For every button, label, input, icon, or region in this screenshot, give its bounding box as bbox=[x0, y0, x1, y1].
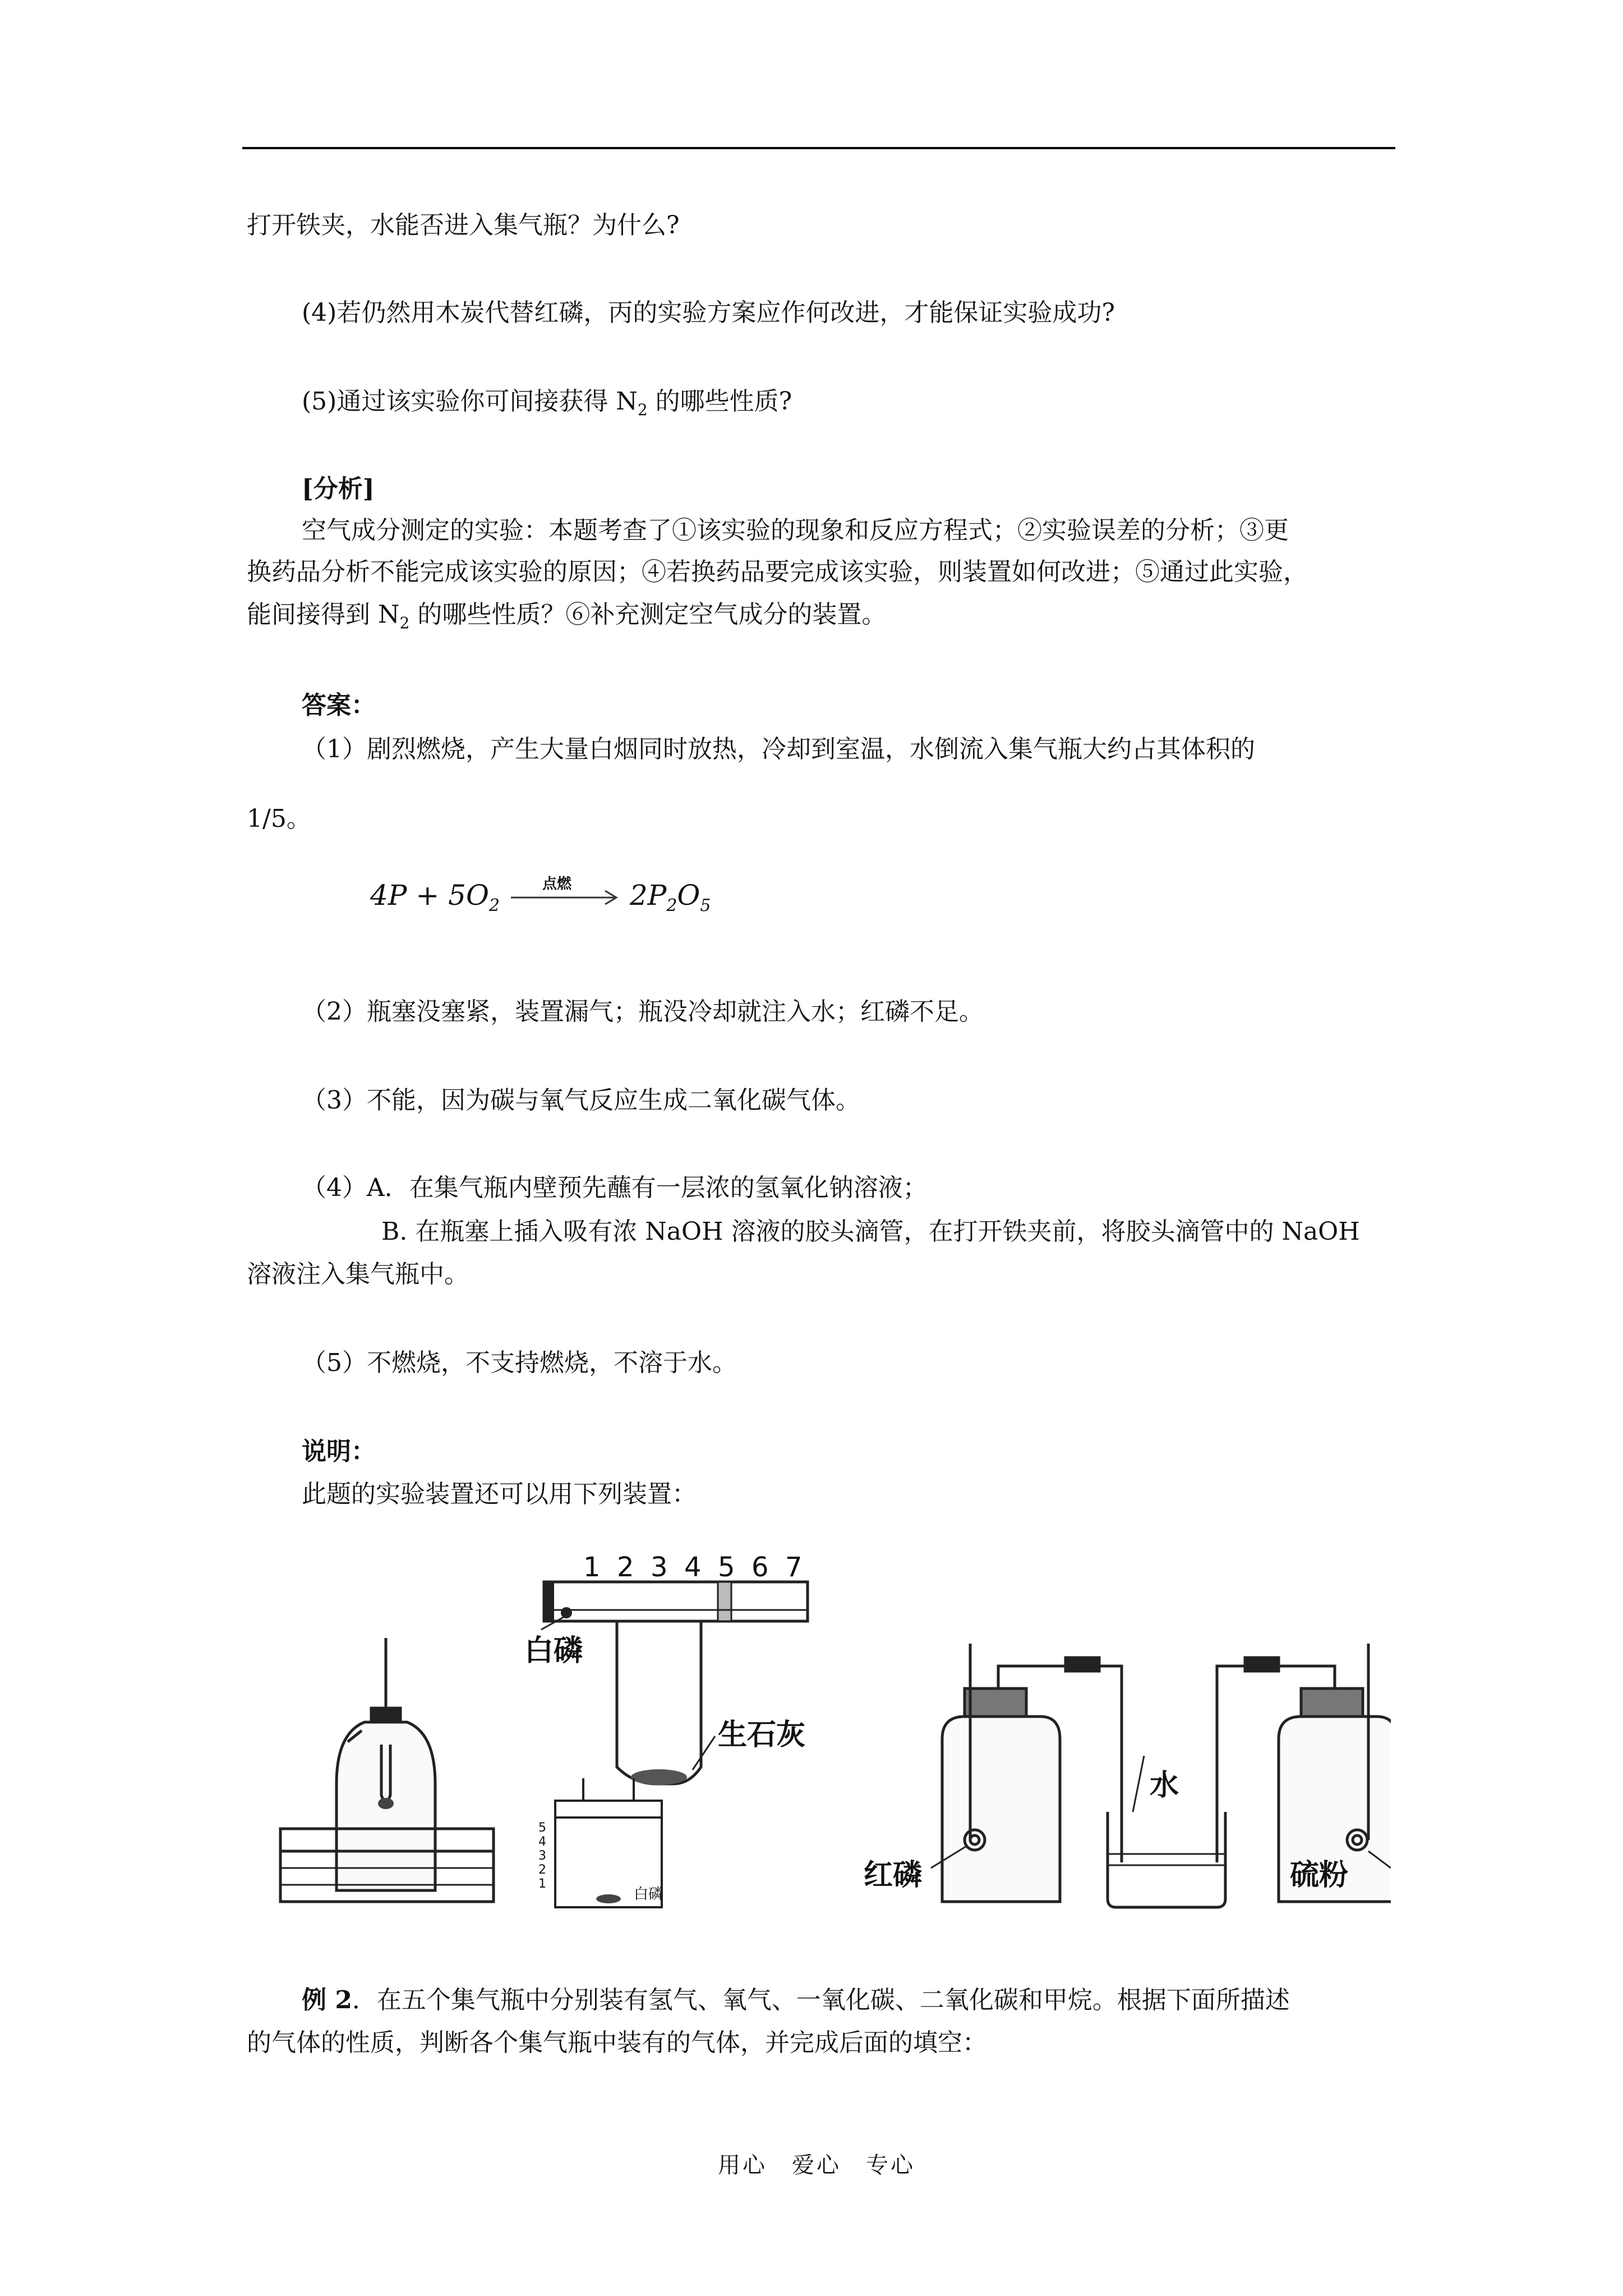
label-sulfur: 硫粉 bbox=[1290, 1858, 1349, 1892]
header-rule bbox=[242, 147, 1395, 149]
answer-heading: 答案： bbox=[302, 691, 376, 720]
answer-5: （5）不燃烧，不支持燃烧，不溶于水。 bbox=[302, 1349, 737, 1377]
apparatus-figure bbox=[269, 1548, 1391, 1918]
scale-mark: 5 bbox=[538, 1821, 546, 1835]
equation-condition: 点燃 bbox=[542, 876, 571, 892]
ruler-number: 7 bbox=[785, 1552, 803, 1583]
answer-1-line-1: （1）剧烈燃烧，产生大量白烟同时放热，冷却到室温，水倒流入集气瓶大约占其体积的 bbox=[302, 735, 1255, 763]
answer-4-line-3: 溶液注入集气瓶中。 bbox=[247, 1260, 469, 1289]
question-4: (4)若仍然用木炭代替红磷，丙的实验方案应作何改进，才能保证实验成功? bbox=[302, 298, 1115, 327]
ruler-number: 2 bbox=[617, 1552, 634, 1583]
answer-1-line-2: 1/5。 bbox=[247, 804, 311, 833]
scale-mark: 2 bbox=[538, 1863, 546, 1877]
example-2-line-1: 例 2．在五个集气瓶中分别装有氢气、氧气、一氧化碳、二氧化碳和甲烷。根据下面所描述 bbox=[302, 1986, 1290, 2014]
label-red-phosphorus: 红磷 bbox=[864, 1858, 923, 1892]
note-heading: 说明： bbox=[302, 1437, 376, 1466]
question-3-tail: 打开铁夹，水能否进入集气瓶？为什么? bbox=[247, 211, 680, 240]
analysis-line-2: 换药品分析不能完成该实验的原因；④若换药品要完成该实验，则装置如何改进；⑤通过此实验， bbox=[247, 558, 1308, 586]
reaction-arrow bbox=[509, 886, 621, 909]
note-text: 此题的实验装置还可以用下列装置： bbox=[302, 1480, 697, 1508]
answer-4-line-2: B. 在瓶塞上插入吸有浓 NaOH 溶液的胶头滴管，在打开铁夹前，将胶头滴管中的 NaOH bbox=[381, 1217, 1360, 1246]
analysis-line-3: 能间接得到 $N_2$ 的哪些性质？⑥补充测定空气成分的装置。 bbox=[247, 600, 887, 632]
ruler-number: 4 bbox=[684, 1552, 702, 1583]
ruler-number: 6 bbox=[751, 1552, 769, 1583]
label-white-phosphorus-small: 白磷 bbox=[634, 1886, 663, 1903]
tube-apparatus bbox=[524, 1552, 808, 1785]
answer-3: （3）不能，因为碳与氧气反应生成二氧化碳气体。 bbox=[302, 1086, 860, 1115]
ruler-number: 5 bbox=[718, 1552, 735, 1583]
ruler-number: 1 bbox=[583, 1552, 601, 1583]
analysis-heading: [分析] bbox=[302, 475, 375, 503]
bell-jar-apparatus bbox=[280, 1638, 494, 1902]
scale-mark: 3 bbox=[538, 1849, 546, 1863]
example-2-line-2: 的气体的性质，判断各个集气瓶中装有的气体，并完成后面的填空： bbox=[247, 2028, 987, 2057]
answer-2: （2）瓶塞没塞紧，装置漏气；瓶没冷却就注入水；红磷不足。 bbox=[302, 997, 984, 1026]
question-5: (5)通过该实验你可间接获得 $N_2$ 的哪些性质? bbox=[302, 387, 792, 419]
scale-mark: 1 bbox=[538, 1877, 546, 1891]
scale-mark: 4 bbox=[538, 1835, 546, 1849]
answer-4-line-1: （4）A．在集气瓶内壁预先蘸有一层浓的氢氧化钠溶液； bbox=[302, 1174, 928, 1202]
chemical-equation: $4P + 5O_2$ 点燃 $2P_2O_5$ bbox=[370, 878, 711, 923]
ruler-number: 3 bbox=[651, 1552, 668, 1583]
label-water: 水 bbox=[1150, 1769, 1179, 1802]
analysis-line-1: 空气成分测定的实验：本题考查了①该实验的现象和反应方程式；②实验误差的分析；③更 bbox=[302, 516, 1289, 545]
label-quicklime: 生石灰 bbox=[718, 1718, 806, 1752]
label-white-phosphorus: 白磷 bbox=[524, 1634, 583, 1668]
page-footer: 用心 爱心 专心 bbox=[718, 2152, 915, 2178]
